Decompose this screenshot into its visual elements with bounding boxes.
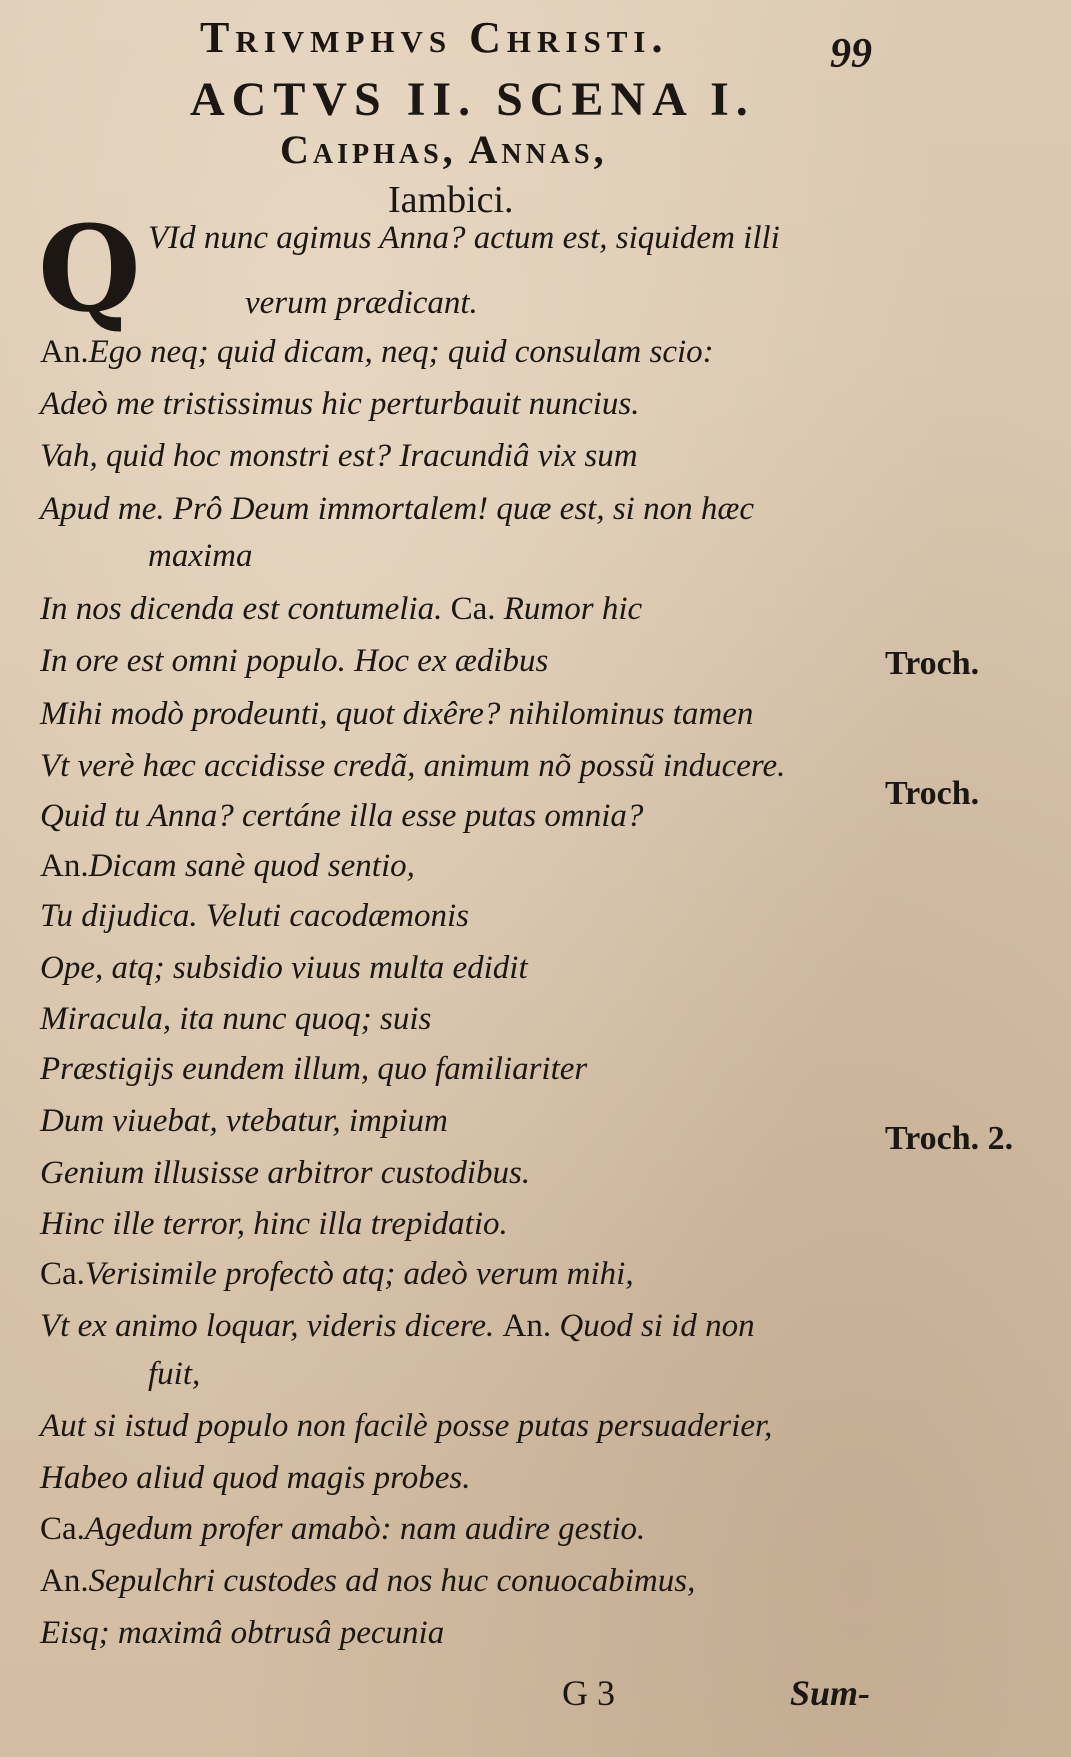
verse-line: Aut si istud populo non facilè posse putas persuaderier, xyxy=(40,1408,773,1444)
margin-note: Troch. xyxy=(885,775,980,812)
verse-line: Habeo aliud quod magis probes. xyxy=(40,1460,471,1496)
drop-cap: Q xyxy=(38,199,141,338)
verse-line: Genium illusisse arbitror custodibus. xyxy=(40,1155,531,1191)
verse-line: Vah, quid hoc monstri est? Iracundiâ vix sum xyxy=(40,438,638,474)
verse-line: Tu dijudica. Veluti cacodæmonis xyxy=(40,898,469,934)
verse-line: Adeò me tristissimus hic perturbauit nuncius. xyxy=(40,386,640,422)
verse-line: Eisq; maximâ obtrusâ pecunia xyxy=(40,1615,445,1651)
verse-line: Ope, atq; subsidio viuus multa edidit xyxy=(40,950,528,986)
speaker-label: Ca. xyxy=(40,1256,85,1292)
speaker-label: An. xyxy=(40,334,89,370)
verse-line: Quid tu Anna? certáne illa esse putas omnia? xyxy=(40,798,644,834)
running-head: Trivmphvs Christi. xyxy=(200,13,669,62)
verse-line: Miracula, ita nunc quoq; suis xyxy=(40,1001,432,1037)
verse-line: In ore est omni populo. Hoc ex ædibus xyxy=(40,643,549,679)
verse-line: An.Ego neq; quid dicam, neq; quid consulam scio: xyxy=(40,334,714,370)
speakers-heading: Caiphas, Annas, xyxy=(280,127,608,172)
verse-line: Ca.Verisimile profectò atq; adeò verum mihi, xyxy=(40,1256,634,1292)
verse-line: Apud me. Prô Deum immortalem! quæ est, si non hæc xyxy=(40,491,755,527)
verse-line: fuit, xyxy=(148,1356,201,1392)
speaker-label: Ca. xyxy=(450,591,496,627)
verse-line: Vt ex animo loquar, videris dicere. An. Quod si id non xyxy=(40,1308,755,1344)
margin-note: Troch. 2. xyxy=(885,1120,1014,1157)
verse-line: Ca.Agedum profer amabò: nam audire gestio. xyxy=(40,1511,646,1547)
verse-line: An.Sepulchri custodes ad nos huc conuocabimus, xyxy=(40,1563,696,1599)
page-number: 99 xyxy=(830,31,872,77)
speaker-label: An. xyxy=(40,848,89,884)
act-heading: ACTVS II. SCENA I. xyxy=(190,73,755,126)
verse-line: Præstigijs eundem illum, quo familiariter xyxy=(40,1051,588,1087)
verse-line: Vt verè hæc accidisse credã, animum nõ possũ inducere. xyxy=(40,748,786,784)
catchword: Sum- xyxy=(790,1673,871,1713)
verse-line: verum prædicant. xyxy=(245,285,478,321)
speaker-label: An. xyxy=(502,1308,552,1344)
verse-line: VId nunc agimus Anna? actum est, siquidem illi xyxy=(148,220,780,256)
margin-note: Troch. xyxy=(885,645,980,682)
verse-line: Dum viuebat, vtebatur, impium xyxy=(40,1103,448,1139)
signature-mark: G 3 xyxy=(562,1673,615,1713)
verse-line: An.Dicam sanè quod sentio, xyxy=(40,848,415,884)
verse-line: Hinc ille terror, hinc illa trepidatio. xyxy=(40,1206,508,1242)
verse-line: In nos dicenda est contumelia. Ca. Rumor hic xyxy=(40,591,643,627)
verse-line: Mihi modò prodeunti, quot dixêre? nihilominus tamen xyxy=(40,696,754,732)
meter-heading: Iambici. xyxy=(388,179,514,221)
verse-line: maxima xyxy=(148,538,253,574)
speaker-label: Ca. xyxy=(40,1511,85,1547)
speaker-label: An. xyxy=(40,1563,89,1599)
